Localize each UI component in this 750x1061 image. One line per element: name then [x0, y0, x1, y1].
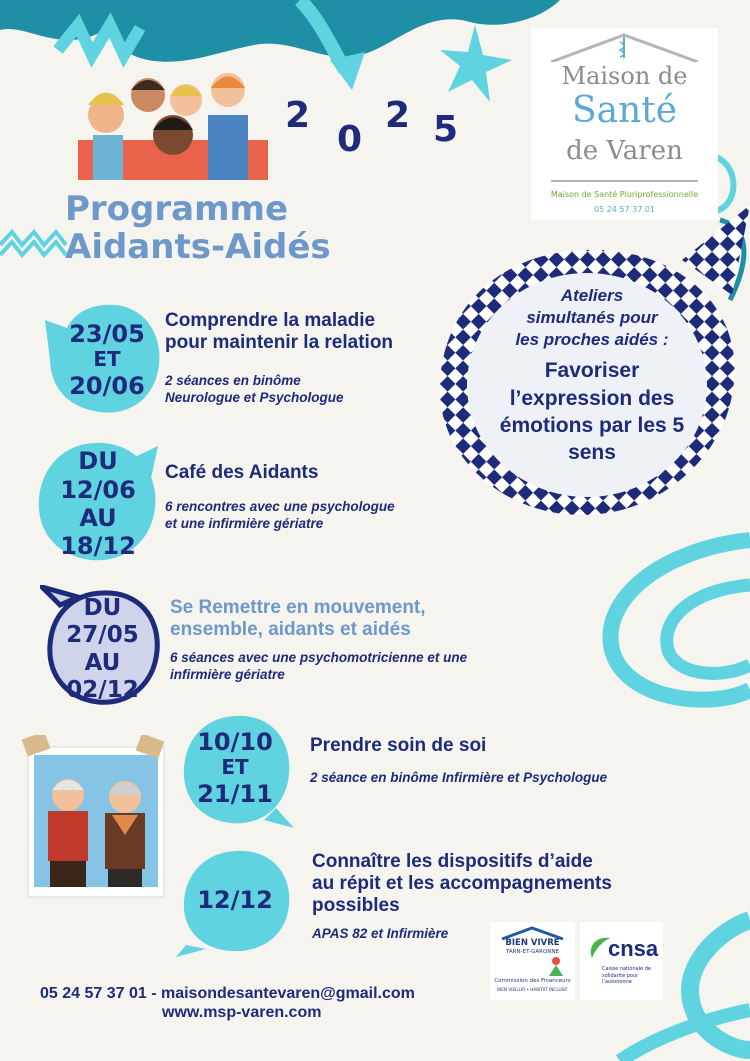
date-text: 21/11 — [197, 779, 273, 808]
event-title: au répit et les accompagnements — [312, 872, 612, 894]
bien-vivre-line4: BIEN VIEILLIR • HABITAT INCLUSIF — [497, 987, 568, 992]
event-details: APAS 82 et Infirmière — [312, 925, 449, 941]
ateliers-main-line: émotions par les 5 — [499, 413, 685, 437]
event-details: Neurologue et Psychologue — [165, 390, 344, 406]
event-details: et une infirmière gériatre — [165, 516, 324, 532]
bien-vivre-figure-icon — [545, 956, 567, 978]
logo-divider — [551, 180, 698, 182]
date-text: 18/12 — [60, 532, 136, 561]
group-people-illustration — [78, 60, 268, 180]
event-details: infirmière gériatre — [170, 667, 285, 683]
date-text: 12/06 — [60, 475, 136, 504]
event-3 — [170, 597, 550, 684]
ateliers-main-line: l’expression des — [509, 386, 675, 410]
contact-phone[interactable]: 05 24 57 37 01 — [40, 985, 147, 1002]
cnsa-line2: solidarité pour l’autonomie — [602, 973, 639, 985]
event-title: possibles — [312, 894, 400, 916]
date-text: 10/10 — [197, 727, 273, 756]
event-1 — [165, 310, 455, 407]
logo-bien-vivre — [490, 922, 575, 1000]
logo-line3: de Varen — [566, 136, 683, 166]
year-digit: 5 — [433, 109, 459, 150]
event-title: Café des Aidants — [165, 462, 319, 483]
program-title — [65, 190, 331, 266]
event-title: Prendre soin de soi — [310, 735, 487, 756]
program-title-line: Programme — [65, 189, 289, 229]
house-roof-icon — [551, 32, 698, 62]
date-text: 20/06 — [69, 371, 145, 400]
ateliers-main-line: sens — [568, 441, 616, 465]
logo-subtitle: Maison de Santé Pluriprofessionnelle — [550, 190, 699, 199]
cnsa-name: cnsa — [608, 936, 659, 961]
program-title-line: Aidants-Aidés — [65, 227, 331, 267]
bien-vivre-line3: Commission des Financeurs — [494, 978, 571, 984]
contact-separator: - — [146, 985, 161, 1002]
contact-website[interactable]: www.msp-varen.com — [162, 1004, 322, 1021]
date-text: DU — [78, 447, 118, 476]
date-badge-2 — [38, 445, 158, 563]
elderly-couple-photo — [20, 735, 170, 905]
date-text: ET — [93, 347, 121, 372]
event-title: Se Remettre en mouvement, — [170, 597, 426, 618]
event-2 — [165, 462, 465, 533]
ateliers-main — [497, 357, 687, 466]
date-badge-4 — [180, 718, 290, 818]
year-digit: 2 — [285, 95, 311, 136]
date-badge-5 — [180, 852, 290, 948]
logo-line1: Maison de — [561, 62, 688, 90]
event-details: 2 séance en binôme Infirmière et Psychologue — [310, 769, 608, 785]
ateliers-intro — [497, 285, 687, 351]
date-text: 27/05 — [66, 622, 139, 649]
contact-line — [40, 985, 415, 1003]
event-details: 6 rencontres avec une psychologue — [165, 498, 395, 514]
event-title: Connaître les dispositifs d’aide — [312, 851, 593, 872]
logo-phone: 05 24 57 37 01 — [593, 205, 656, 214]
event-title: ensemble, aidants et aidés — [170, 618, 411, 640]
logo-line2: Santé — [571, 90, 678, 131]
year-digit: 0 — [337, 119, 363, 160]
date-text: AU — [79, 504, 117, 532]
logo-maison-de-sante — [531, 28, 718, 220]
ateliers-intro-line: Ateliers — [560, 286, 624, 305]
date-badge-1 — [52, 310, 162, 410]
event-details: 6 séances avec une psychomotricienne et une — [170, 649, 468, 665]
event-4 — [310, 735, 710, 786]
date-text: 23/05 — [69, 319, 145, 348]
date-text: DU — [83, 595, 122, 622]
event-title: Comprendre la maladie — [165, 310, 376, 331]
date-text: ET — [221, 755, 249, 780]
contact-email[interactable]: maisondesantevaren@gmail.com — [160, 985, 415, 1002]
event-title: pour maintenir la relation — [165, 331, 394, 353]
bien-vivre-line2: TARN-ET-GARONNE — [505, 949, 559, 955]
date-badge-3 — [45, 592, 160, 707]
date-text: 02/12 — [66, 676, 139, 703]
bien-vivre-line1: BIEN VIVRE — [505, 938, 560, 948]
year-2025 — [285, 95, 475, 165]
ateliers-text — [497, 285, 687, 466]
logo-cnsa — [580, 922, 663, 1000]
date-text: 12/12 — [197, 885, 273, 914]
date-text: AU — [84, 649, 121, 676]
event-details: 2 séances en binôme — [165, 372, 301, 388]
ateliers-main-line: Favoriser — [544, 359, 640, 383]
ateliers-intro-line: simultanés pour — [526, 308, 658, 328]
ateliers-intro-line: les proches aidés : — [515, 330, 669, 350]
year-digit: 2 — [385, 95, 411, 136]
cnsa-line1: Caisse nationale de — [602, 966, 651, 972]
